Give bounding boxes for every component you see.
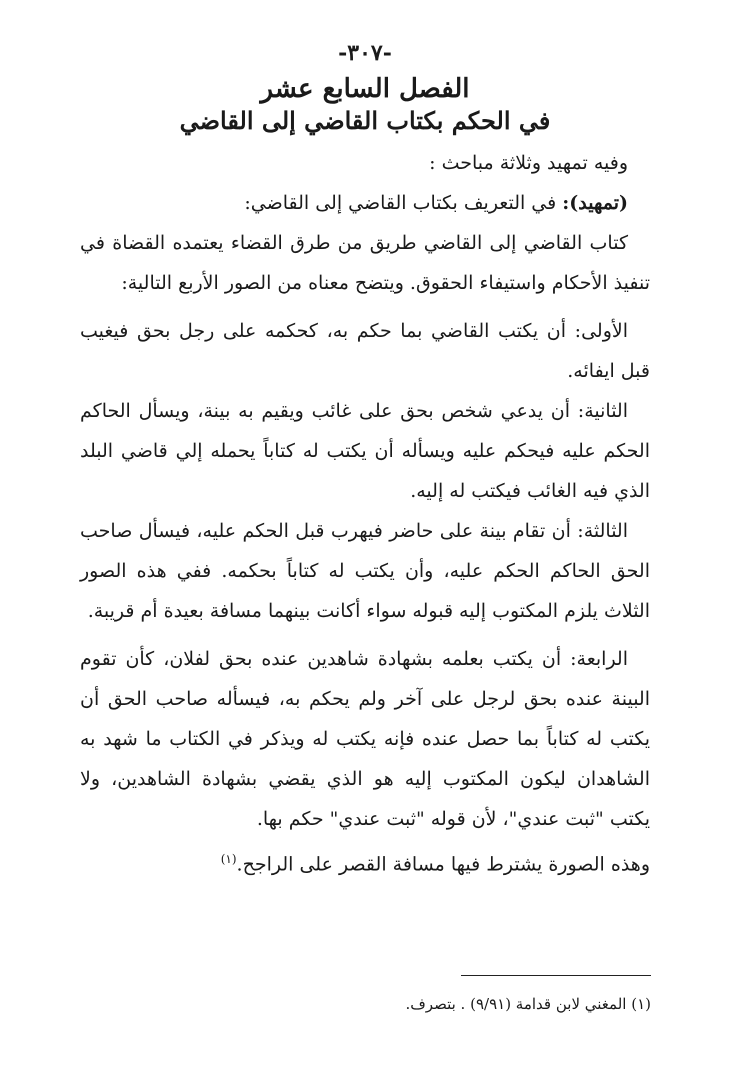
footnote-ref: (١): [220, 852, 237, 866]
case-fourth: [80, 639, 650, 839]
case-second: [80, 391, 650, 511]
footnote: (١) المغني لابن قدامة (٩/٩١) . بتصرف.: [405, 995, 651, 1013]
preface-heading: [80, 183, 650, 223]
closing-text: وهذه الصورة يشترط فيها مسافة القصر على الراجح.: [236, 853, 650, 876]
page-body: [80, 40, 650, 884]
case-first-label: الأولى:: [574, 320, 628, 342]
intro-line: وفيه تمهيد وثلاثة مباحث :: [429, 152, 628, 174]
case-third-label: الثالثة:: [577, 520, 628, 542]
case-fourth-text: أن يكتب بعلمه بشهادة شاهدين عنده بحق لفلان، كأن تقوم البينة عنده بحق لرجل على آخر ولم يحكم به، فيسأله صاحب الحق أن يكتب له كتاباً بما حصل عنده فإنه يكتب له ويذكر في الكتاب ما شهد به الشاهدان ليكون المكتوب إليه هو الذي يقضي بشهادة الشاهدين، ولا يكتب "ثبت عندي"، لأن قوله "ثبت عندي" حكم بها.: [80, 648, 650, 830]
case-first: [80, 311, 650, 391]
chapter-subtitle: في الحكم بكتاب القاضي إلى القاضي: [179, 106, 551, 135]
case-second-label: الثانية:: [577, 400, 628, 422]
page-number: -٣٠٧-: [338, 40, 392, 66]
case-second-text: أن يدعي شخص بحق على غائب ويقيم به بينة، ويسأل الحاكم الحكم عليه فيحكم عليه ويسأله أن يكتب له كتاباً يحمله إلي قاضي البلد الذي فيه الغائب فيكتب له إليه.: [80, 400, 650, 502]
preface-label: (تمهيد):: [562, 192, 628, 214]
case-third-text: أن تقام بينة على حاضر فيهرب قبل الحكم عليه، فيسأل صاحب الحق الحاكم الحكم عليه، وأن يكتب له كتاباً بحكمه. ففي هذه الصور الثلاث يلزم المكتوب إليه قبوله سواء أكانت بينهما مسافة بعيدة أم قريبة.: [80, 520, 650, 622]
case-first-text: أن يكتب القاضي بما حكم به، كحكمه على رجل بحق فيغيب قبل ايفائه.: [80, 320, 650, 382]
preface-heading-text: في التعريف بكتاب القاضي إلى القاضي:: [244, 192, 563, 214]
definition-paragraph: كتاب القاضي إلى القاضي طريق من طرق القضاء يعتمده القضاة في تنفيذ الأحكام واستيفاء الحقوق. ويتضح معناه من الصور الأربع التالية:: [80, 232, 650, 294]
case-third: [80, 511, 650, 631]
case-fourth-label: الرابعة:: [570, 648, 628, 670]
chapter-title: الفصل السابع عشر: [260, 74, 470, 104]
footnote-divider: [461, 975, 651, 976]
closing-line: [80, 839, 650, 884]
